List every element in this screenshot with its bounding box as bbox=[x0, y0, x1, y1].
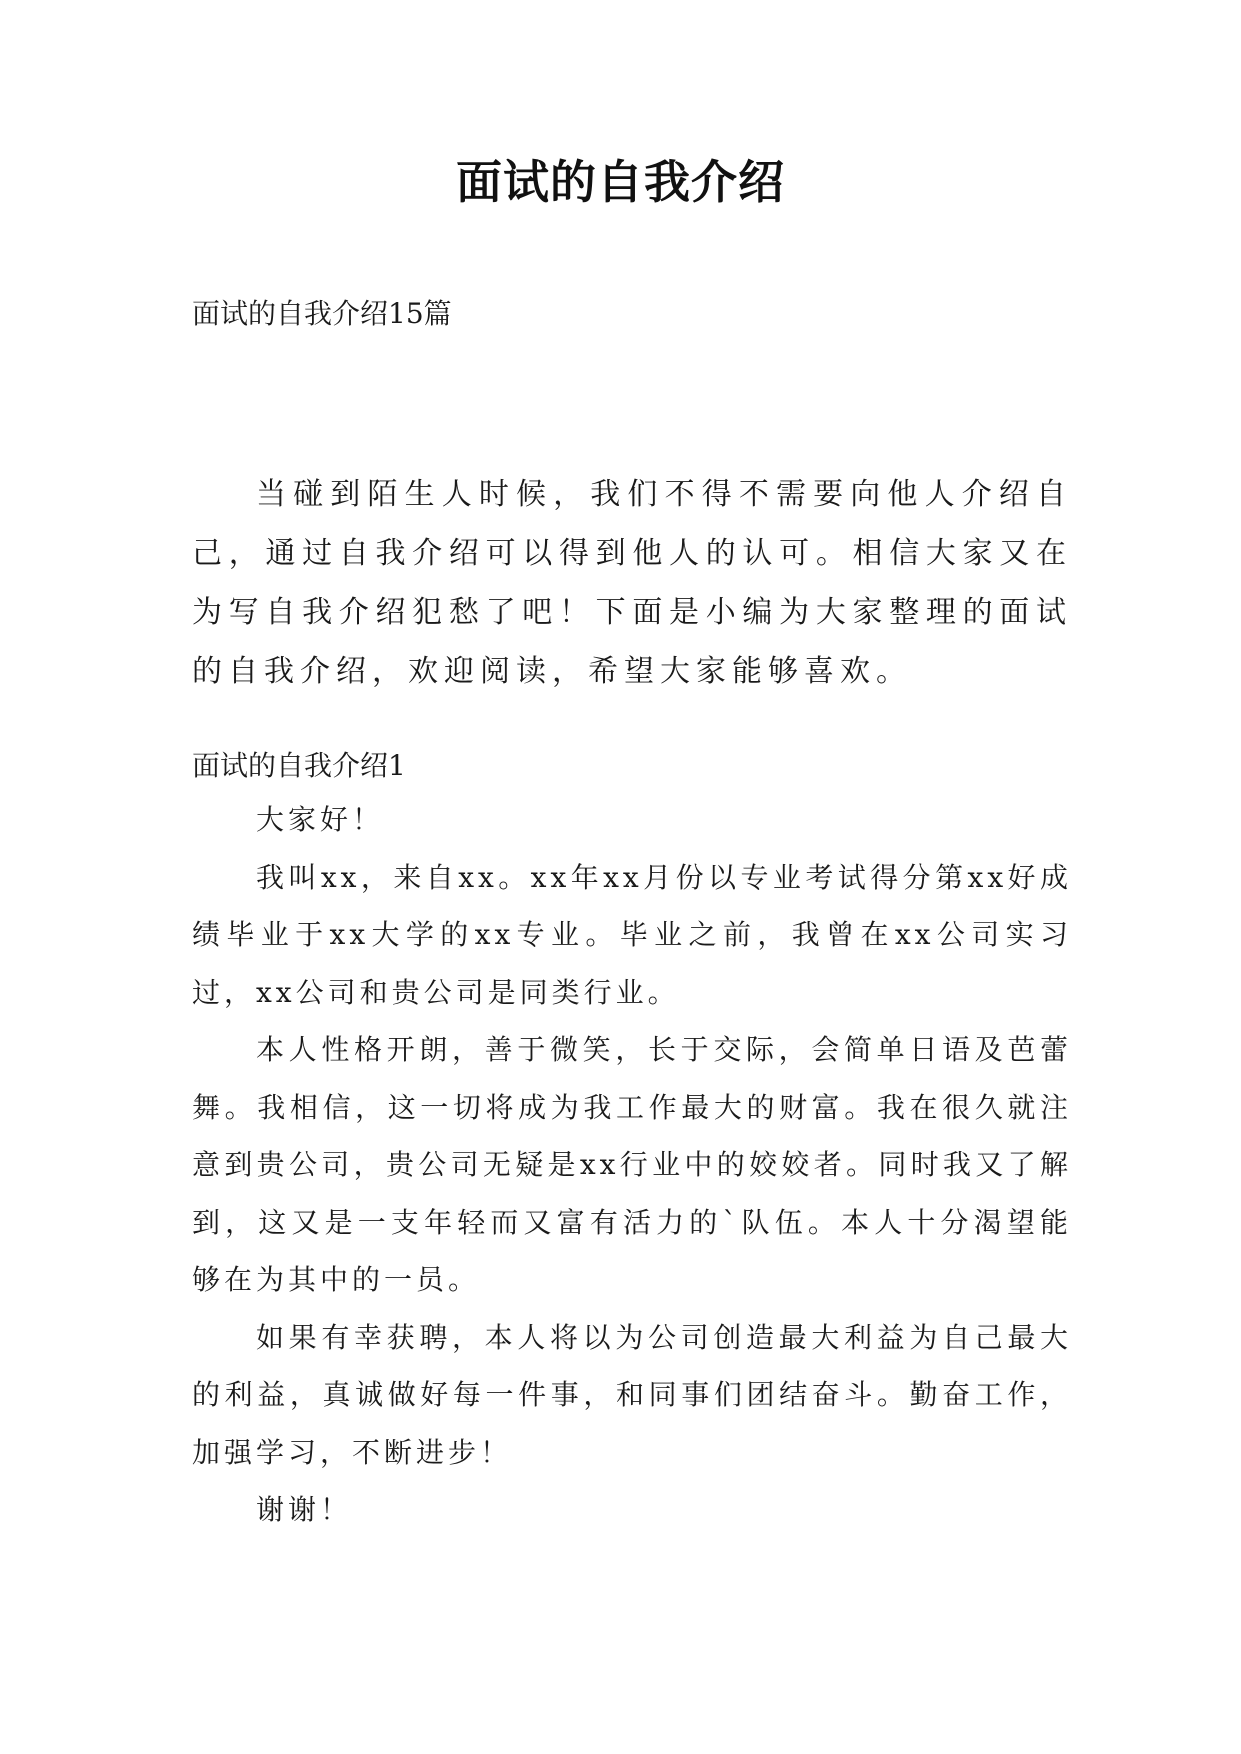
paragraph-personality: 本人性格开朗，善于微笑，长于交际，会简单日语及芭蕾舞。我相信，这一切将成为我工作最大的财富。我在很久就注意到贵公司，贵公司无疑是xx行业中的姣姣者。同时我又了解到，这又是一支年轻而又富有活力的`队伍。本人十分渴望能够在为其中的一员。 bbox=[192, 1033, 1072, 1296]
intro-paragraph: 当碰到陌生人时候，我们不得不需要向他人介绍自己，通过自我介绍可以得到他人的认可。相信大家又在为写自我介绍犯愁了吧！下面是小编为大家整理的面试的自我介绍，欢迎阅读，希望大家能够喜欢。 bbox=[192, 477, 1072, 689]
section-body bbox=[192, 791, 1072, 1539]
section-heading: 面试的自我介绍1 bbox=[192, 749, 406, 782]
paragraph-commitment: 如果有幸获聘，本人将以为公司创造最大利益为自己最大的利益，真诚做好每一件事，和同事们团结奋斗。勤奋工作，加强学习，不断进步！ bbox=[192, 1320, 1072, 1469]
document-title: 面试的自我介绍 bbox=[456, 155, 785, 209]
paragraph-background: 我叫xx，来自xx。xx年xx月份以专业考试得分第xx好成绩毕业于xx大学的xx专业。毕业之前，我曾在xx公司实习过，xx公司和贵公司是同类行业。 bbox=[192, 860, 1072, 1009]
paragraph-greeting: 大家好！ bbox=[256, 803, 385, 836]
document-subtitle: 面试的自我介绍15篇 bbox=[192, 297, 452, 330]
paragraph-thanks: 谢谢！ bbox=[256, 1493, 353, 1526]
